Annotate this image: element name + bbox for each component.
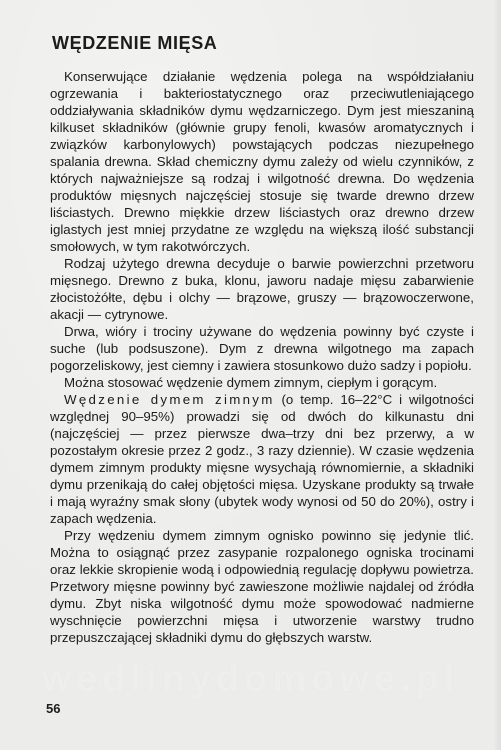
page-edge-shadow xyxy=(493,0,501,750)
article-body xyxy=(50,68,474,646)
paragraph-2: Rodzaj użytego drewna decyduje o barwie powierzchni przetworu mięsnego. Drewno z buka, klonu, jaworu nadaje mięsu zabarwienie złocistożółte, dębu i olchy — brązowe, gruszy — brązowoczerwone, akacji — cytrynowe. xyxy=(50,256,474,322)
section-title: WĘDZENIE MIĘSA xyxy=(52,33,218,53)
page-number: 56 xyxy=(46,701,61,716)
paragraph-5-text: (o temp. 16–22°C i wilgotności względnej 90–95%) prowadzi się od dwóch do kilkunastu dni (najczęściej — przez pierwsze dwa–trzy dni bez przerwy, a w pozostałym okresie przez 2 godz., 3 razy dziennie). W czasie wędzenia dymem zimnym produkty mięsne wysychają równomiernie, a składniki dymu przenikają do całej objętości mięsa. Uzyskane produkty są trwałe i mają wyraźny smak słony (ubytek wody wynosi od 50 do 20%), ostry i zapach wędzenia. xyxy=(50,392,474,526)
paragraph-3: Drwa, wióry i trociny używane do wędzenia powinny być czyste i suche (lub podsuszone). Dym z drewna wilgotnego ma zapach pogorzeliskowy, jest ciemny i zawiera stosunkowo dużo sadzy i popiołu. xyxy=(50,324,474,373)
paragraph-6: Przy wędzeniu dymem zimnym ognisko powinno się jedynie tlić. Można to osiągnąć przez zasypanie rozpalonego ogniska trocinami oraz lekkie skropienie wodą i odpowiednią regulację dopływu powietrza. Przetwory mięsne powinny być zawieszone możliwie najdalej od źródła dymu. Zbyt niska wilgotność dymu może spowodować nadmierne wyschnięcie powierzchni mięsa i utworzenie warstwy trudno przepuszczającej składniki dymu do głębszych warstw. xyxy=(50,528,474,645)
paragraph-5 xyxy=(50,391,474,527)
spaced-term: Wędzenie dymem zimnym xyxy=(64,392,275,407)
paragraph-1: Konserwujące działanie wędzenia polega na współdziałaniu ogrzewania i bakteriostatycznego oraz przeciwutleniającego oddziaływania składników dymu wędzarniczego. Dym jest mieszaniną kilkuset składników (głównie grupy fenoli, kwasów aromatycznych i związków karbonylowych) powstających podczas niezupełnego spalania drewna. Skład chemiczny dymu zależy od wielu czynników, z których najważniejsze są rodzaj i wilgotność drewna. Do wędzenia produktów mięsnych najczęściej stosuje się twarde drewno drzew liściastych. Drewno miękkie drzew liściastych oraz drewno drzew iglastych jest mniej przydatne ze względu na większą ilość substancji smołowych, w tym rakotwórczych. xyxy=(50,69,474,254)
watermark: wedlinydomowe.pl xyxy=(41,658,460,700)
paragraph-4: Można stosować wędzenie dymem zimnym, ciepłym i gorącym. xyxy=(64,375,438,390)
